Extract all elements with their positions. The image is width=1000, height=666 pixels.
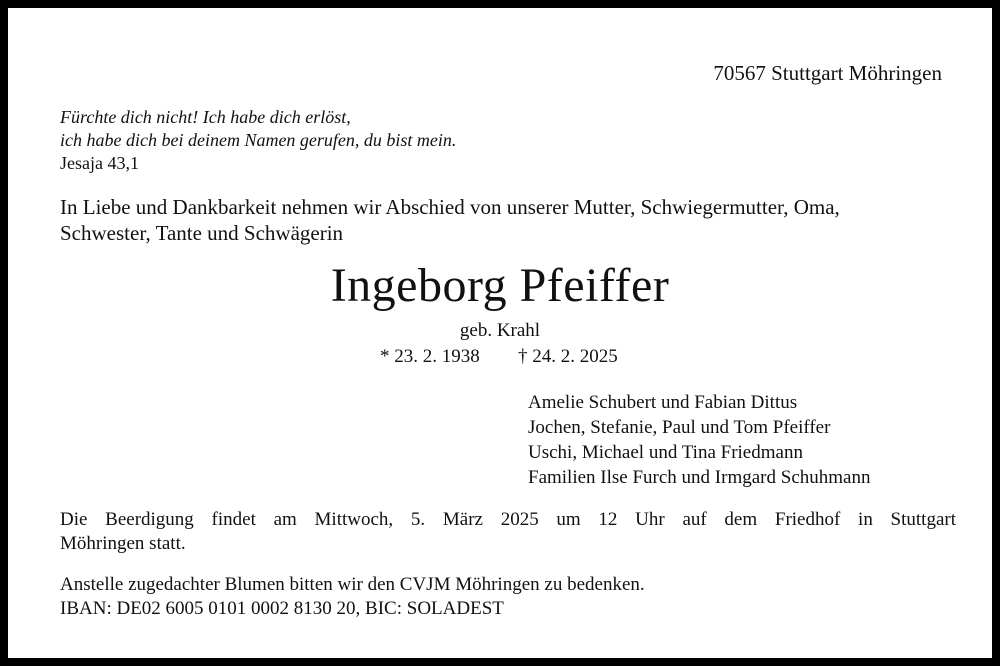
mourner-line: Amelie Schubert und Fabian Dittus <box>528 392 798 413</box>
mourners-list <box>528 390 870 490</box>
verse-reference: Jesaja 43,1 <box>60 153 139 173</box>
birth-name: geb. Krahl <box>459 320 541 341</box>
funeral-line-2: Möhringen statt. <box>60 533 186 554</box>
funeral-line-1: Die Beerdigung findet am Mittwoch, 5. März 2025 um 12 Uhr auf dem Friedhof in Stuttgart <box>60 509 956 530</box>
donation-line-2: IBAN: DE02 6005 0101 0002 8130 20, BIC: SOLADEST <box>60 598 504 619</box>
verse-line-2: ich habe dich bei deinem Namen gerufen, du bist mein. <box>60 130 457 150</box>
location-text: 70567 Stuttgart Möhringen <box>713 61 942 85</box>
mourner-line: Jochen, Stefanie, Paul und Tom Pfeiffer <box>528 417 831 438</box>
death-date: † 24. 2. 2025 <box>518 346 618 367</box>
donation-line-1: Anstelle zugedachter Blumen bitten wir den CVJM Möhringen zu bedenken. <box>60 574 645 595</box>
birth-date: * 23. 2. 1938 <box>380 346 480 367</box>
donation-info <box>60 573 645 621</box>
intro-line-2: Schwester, Tante und Schwägerin <box>60 221 344 245</box>
verse-line-1: Fürchte dich nicht! Ich habe dich erlöst, <box>60 107 351 127</box>
deceased-name: Ingeborg Pfeiffer <box>330 259 670 312</box>
funeral-info <box>60 508 956 556</box>
intro-text <box>60 194 942 246</box>
mourner-line: Uschi, Michael und Tina Friedmann <box>528 442 803 463</box>
mourner-line: Familien Ilse Furch und Irmgard Schuhmann <box>528 467 871 488</box>
intro-line-1: In Liebe und Dankbarkeit nehmen wir Abschied von unserer Mutter, Schwiegermutter, Oma, <box>60 195 840 219</box>
